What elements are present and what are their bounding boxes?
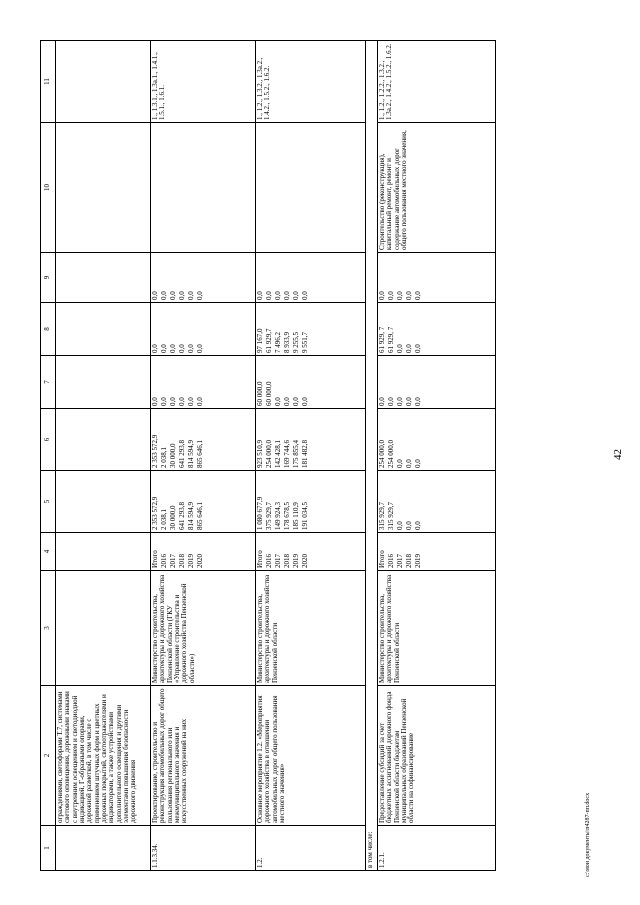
local-budget-value: 8 933,9: [283, 332, 291, 353]
federal-budget-value: 0,0: [396, 397, 404, 406]
federal-budget-value: 0,0: [160, 397, 168, 406]
executor: Министерство строительства, архитектуры и дорожного хозяйства Пензенской области: [256, 571, 366, 686]
total-amount-value: 191 034,5: [301, 502, 309, 530]
other-sources-value: 0,0: [151, 291, 159, 300]
item-code: [56, 826, 151, 871]
total-amount-value: 1 080 677,9: [256, 496, 264, 530]
regional-budget-value: 254 000,0: [265, 440, 273, 468]
indicators: 1., 1.2., 1.3.2., 1.3а.2., 1.4.2., 1.5.2., 1.6.2.: [256, 41, 366, 123]
federal-budget-value: 0,0: [151, 397, 159, 406]
expected-result: Строительство (реконструкция), капитальный ремонт, ремонт и содержание автомобильных дорог общего пользования местного значения,: [378, 123, 496, 253]
item-code: 1.1.3.34.: [151, 826, 256, 871]
local-budget-value: 0,0: [187, 344, 195, 353]
regional-budget: [256, 409, 366, 471]
year: [378, 533, 496, 571]
year-value: 2017: [274, 554, 282, 568]
total-amount: [56, 471, 151, 533]
other-sources-value: 0,0: [160, 291, 168, 300]
other-sources-value: 0,0: [414, 291, 422, 300]
regional-budget: [378, 409, 496, 471]
federal-budget-value: 0,0: [292, 397, 300, 406]
total-amount-value: 2 353 572,9: [151, 496, 159, 530]
regional-budget-value: 142 428,1: [274, 440, 282, 468]
local-budget: [256, 303, 366, 356]
local-budget-value: 0,0: [414, 344, 422, 353]
year-value: 2016: [160, 554, 168, 568]
column-number: 9: [41, 253, 56, 303]
local-budget-value: 0,0: [160, 344, 168, 353]
federal-budget-value: 60 000,0: [256, 381, 264, 406]
other-sources: [56, 253, 151, 303]
regional-budget-value: 865 646,1: [196, 440, 204, 468]
total-amount-value: 178 678,5: [283, 502, 291, 530]
local-budget-value: 9 255,5: [292, 332, 300, 353]
table-row: [151, 41, 256, 871]
indicators: 1., 1.3.1., 1.3а.1., 1.4.1., 1.5.1., 1.6.1.: [151, 41, 256, 123]
total-amount-value: 375 929,7: [265, 502, 273, 530]
expected-result: [151, 123, 256, 253]
local-budget: [151, 303, 256, 356]
other-sources-value: 0,0: [292, 291, 300, 300]
executor: Министерство строительства, архитектуры и дорожного хозяйства Пензенской области: [378, 571, 496, 686]
item-name: ограждениями, светофорами Т.7, системами светового оповещения, дорожными знаками с внутренним освещением и светодиодной индикацией, Г-образными опорами, дорожной разметкой, в том числе с применением штучных форм и цветных дорожных покрытий, светоотражателями и индикаторами, а также устройствами дополнительного освещения и другими элементами повышения безопасности дорожного движения: [56, 686, 151, 826]
year: [151, 533, 256, 571]
total-amount-value: 315 929,7: [387, 502, 395, 530]
table-row: [378, 41, 496, 871]
other-sources-value: 0,0: [196, 291, 204, 300]
column-number: 8: [41, 303, 56, 356]
federal-budget-value: 0,0: [301, 397, 309, 406]
other-sources-value: 0,0: [378, 291, 386, 300]
item-code: 1.2.: [256, 826, 366, 871]
year: [256, 533, 366, 571]
other-sources-value: 0,0: [301, 291, 309, 300]
year: [56, 533, 151, 571]
year-value: 2017: [396, 554, 404, 568]
local-budget: [378, 303, 496, 356]
federal-budget-value: 0,0: [283, 397, 291, 406]
executor: [56, 571, 151, 686]
other-sources-value: 0,0: [405, 291, 413, 300]
year-value: 2020: [301, 554, 309, 568]
regional-budget-value: 30 000,0: [169, 443, 177, 468]
table-row: [256, 41, 366, 871]
total-amount-value: 0,0: [405, 521, 413, 530]
local-budget-value: 7 496,2: [274, 332, 282, 353]
local-budget-value: 61 929, 7: [378, 326, 386, 353]
year-value: Итого: [151, 550, 159, 568]
regional-budget-value: 923 510,9: [256, 440, 264, 468]
year-value: 2019: [187, 554, 195, 568]
year-value: 2018: [405, 554, 413, 568]
column-number: 7: [41, 356, 56, 409]
year-value: Итого: [256, 550, 264, 568]
total-amount-value: 315 929,7: [378, 502, 386, 530]
column-number: 1: [41, 826, 56, 871]
local-budget-value: 0,0: [405, 344, 413, 353]
table-row: [56, 41, 151, 871]
federal-budget-value: 0,0: [378, 397, 386, 406]
regional-budget-value: 2 353 572,9: [151, 434, 159, 468]
item-code: 1.2.1.: [378, 826, 496, 871]
regional-budget-value: 0,0: [396, 459, 404, 468]
other-sources-value: 0,0: [283, 291, 291, 300]
column-number: 6: [41, 409, 56, 471]
regional-budget-value: 641 293,8: [178, 440, 186, 468]
total-amount: [378, 471, 496, 533]
year-value: 2018: [283, 554, 291, 568]
other-sources: [151, 253, 256, 303]
other-sources-value: 0,0: [265, 291, 273, 300]
regional-budget-value: 169 744,6: [283, 440, 291, 468]
total-amount-value: 185 110,9: [292, 502, 300, 530]
total-amount-value: 2 038,1: [160, 509, 168, 530]
regional-budget-value: 2 038,1: [160, 447, 168, 468]
item-name: Основное мероприятие 1.2. «Мероприятия дорожного хозяйства в отношении автомобильных дорог общего пользования местного значения»: [256, 686, 366, 826]
column-number: 2: [41, 686, 56, 826]
local-budget-value: 0,0: [396, 344, 404, 353]
local-budget-value: 9 551,7: [301, 332, 309, 353]
local-budget-value: 0,0: [178, 344, 186, 353]
regional-budget-value: 181 482,8: [301, 440, 309, 468]
total-amount-value: 30 000,0: [169, 505, 177, 530]
regional-budget-value: 254 000,0: [378, 440, 386, 468]
other-sources-value: 0,0: [396, 291, 404, 300]
year-value: Итого: [378, 550, 386, 568]
year-value: 2019: [292, 554, 300, 568]
table-body: [41, 41, 496, 871]
total-amount-value: 0,0: [414, 521, 422, 530]
column-number: 3: [41, 571, 56, 686]
other-sources-value: 0,0: [274, 291, 282, 300]
expected-result: [256, 123, 366, 253]
regional-budget: [56, 409, 151, 471]
other-sources-value: 0,0: [387, 291, 395, 300]
column-number: 11: [41, 41, 56, 123]
other-sources: [378, 253, 496, 303]
other-sources-value: 0,0: [169, 291, 177, 300]
year-value: 2020: [196, 554, 204, 568]
federal-budget-value: 0,0: [178, 397, 186, 406]
column-number: 5: [41, 471, 56, 533]
executor: Министерство строительства, архитектуры и дорожного хозяйства Пензенской области (ГКУ «Управление строительства и дорожного хозяйства Пензенской области»): [151, 571, 256, 686]
local-budget-value: 0,0: [151, 344, 159, 353]
regional-budget-value: 254 000,0: [387, 440, 395, 468]
regional-budget-value: 0,0: [405, 459, 413, 468]
federal-budget-value: 0,0: [187, 397, 195, 406]
item-name: Предоставление субсидий за счет бюджетных ассигнований дорожного фонда Пензенской области бюджетам муниципальных образований Пензенской области на софинансирование: [378, 686, 496, 826]
column-number: 4: [41, 533, 56, 571]
indicators: 1., 1.2., 1.2.2., 1.3.2., 1.3а.2., 1.4.2., 1.5.2., 1.6.2.: [378, 41, 496, 123]
federal-budget-value: 0,0: [387, 397, 395, 406]
other-sources-value: 0,0: [178, 291, 186, 300]
year-value: 2016: [265, 554, 273, 568]
federal-budget: [256, 356, 366, 409]
footer-file-path: c:\мои документы\п4287-пп.docx: [585, 792, 591, 877]
federal-budget-value: 0,0: [414, 397, 422, 406]
item-name: Проектирование, строительство и реконструкция автомобильных дорог общего пользования регионального или межмуниципального значения и искусственных сооружений на них: [151, 686, 256, 826]
federal-budget: [56, 356, 151, 409]
year-value: 2016: [387, 554, 395, 568]
local-budget-value: 61 929,7: [265, 328, 273, 353]
year-value: 2018: [178, 554, 186, 568]
column-numbers-row: [41, 41, 56, 871]
expected-result: [56, 123, 151, 253]
local-budget-value: 97 167,0: [256, 328, 264, 353]
page-number: 42: [612, 449, 624, 460]
total-amount-value: 641 293,8: [178, 502, 186, 530]
other-sources-value: 0,0: [187, 291, 195, 300]
local-budget-value: 0,0: [196, 344, 204, 353]
regional-budget-value: 175 855,4: [292, 440, 300, 468]
section-label: в том числе:: [366, 41, 378, 871]
total-amount-value: 0,0: [396, 521, 404, 530]
local-budget-value: 0,0: [169, 344, 177, 353]
federal-budget: [378, 356, 496, 409]
total-amount: [151, 471, 256, 533]
column-number: 10: [41, 123, 56, 253]
total-amount-value: 814 594,9: [187, 502, 195, 530]
federal-budget: [151, 356, 256, 409]
federal-budget-value: 0,0: [405, 397, 413, 406]
program-table: [40, 40, 496, 871]
regional-budget-value: 0,0: [414, 459, 422, 468]
year-value: 2019: [414, 554, 422, 568]
other-sources-value: 0,0: [256, 291, 264, 300]
other-sources: [256, 253, 366, 303]
indicators: [56, 41, 151, 123]
table-row: [366, 41, 378, 871]
total-amount-value: 149 924,3: [274, 502, 282, 530]
regional-budget: [151, 409, 256, 471]
federal-budget-value: 0,0: [196, 397, 204, 406]
total-amount: [256, 471, 366, 533]
federal-budget-value: 60 000,0: [265, 381, 273, 406]
total-amount-value: 865 646,1: [196, 502, 204, 530]
local-budget: [56, 303, 151, 356]
local-budget-value: 61 929, 7: [387, 326, 395, 353]
federal-budget-value: 0,0: [274, 397, 282, 406]
year-value: 2017: [169, 554, 177, 568]
regional-budget-value: 814 594,9: [187, 440, 195, 468]
federal-budget-value: 0,0: [169, 397, 177, 406]
